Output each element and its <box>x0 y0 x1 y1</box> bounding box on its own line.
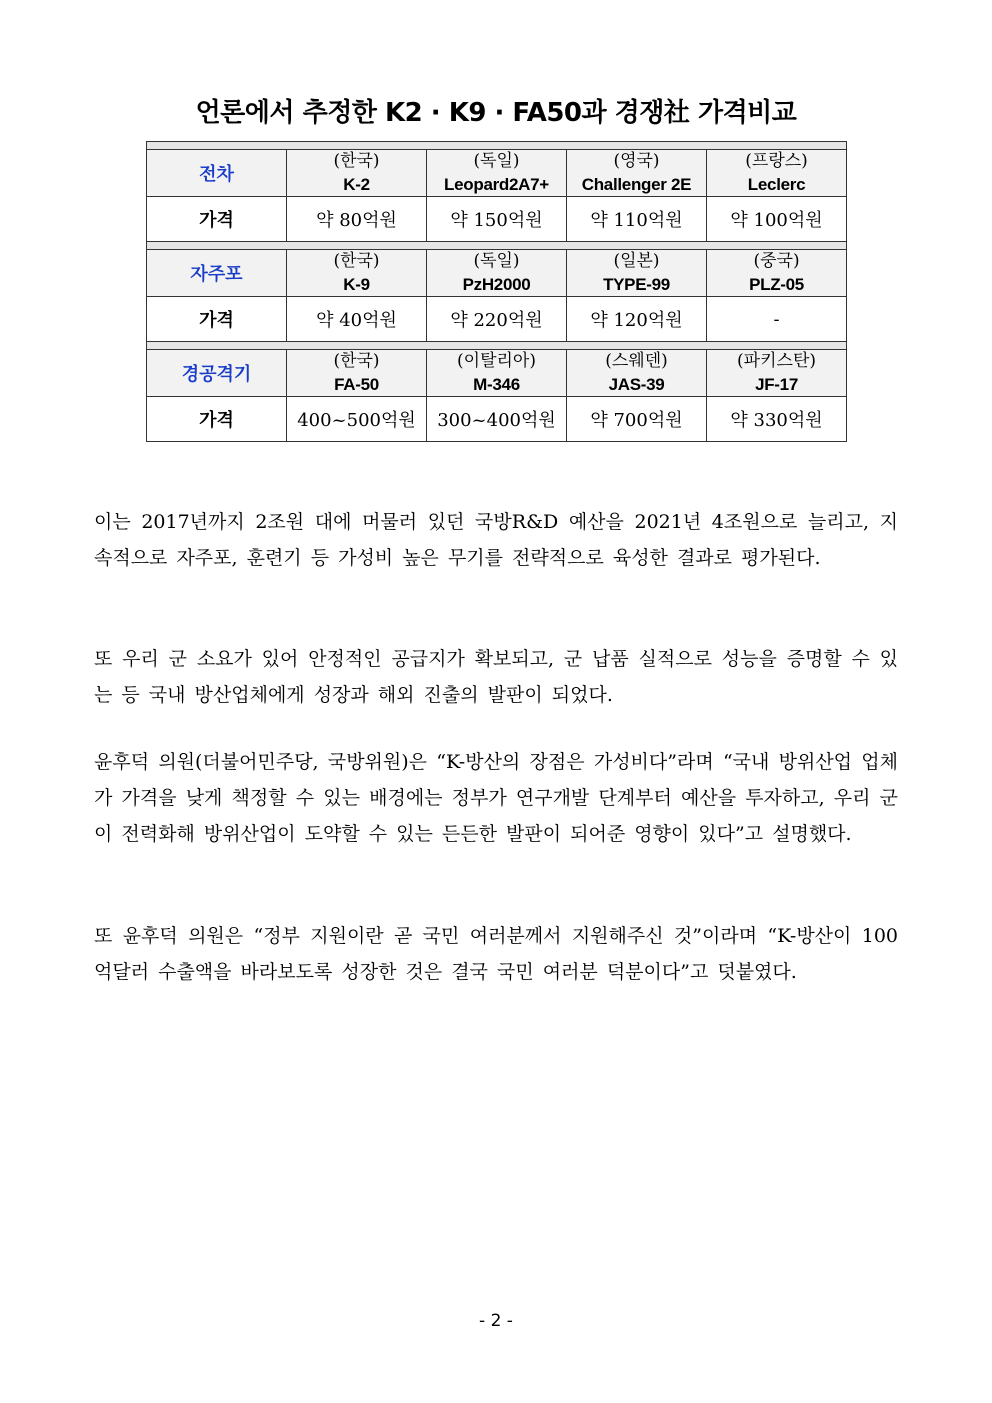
country-label: (일본) <box>613 251 660 271</box>
country-label: (파키스탄) <box>737 351 816 371</box>
country-label: (프랑스) <box>745 151 808 171</box>
price-cell: 약 110억원 <box>567 197 707 242</box>
price-cell: 약 220억원 <box>427 297 567 342</box>
country-label: (한국) <box>333 251 380 271</box>
country-label: (이탈리아) <box>457 351 536 371</box>
model-label: JAS-39 <box>608 375 665 394</box>
price-label: 가격 <box>147 397 287 442</box>
model-label: TYPE-99 <box>603 275 670 294</box>
model-header-row <box>147 150 847 197</box>
model-cell <box>567 250 707 297</box>
price-cell: 약 80억원 <box>287 197 427 242</box>
model-label: K-9 <box>343 275 370 294</box>
model-cell <box>567 150 707 197</box>
group-separator <box>147 242 847 250</box>
price-cell: 약 700억원 <box>567 397 707 442</box>
model-label: Leopard2A7+ <box>444 175 549 194</box>
price-cell: - <box>707 297 847 342</box>
model-cell <box>707 150 847 197</box>
country-label: (한국) <box>333 351 380 371</box>
model-label: M-346 <box>473 375 520 394</box>
category-cell: 경공격기 <box>147 350 287 397</box>
model-label: PzH2000 <box>462 275 531 294</box>
model-header-row <box>147 350 847 397</box>
model-cell <box>427 150 567 197</box>
model-cell <box>287 250 427 297</box>
country-label: (스웨덴) <box>605 351 668 371</box>
model-label: Challenger 2E <box>581 175 692 194</box>
model-header-row <box>147 250 847 297</box>
page-number: - 2 - <box>479 1311 513 1331</box>
price-label: 가격 <box>147 297 287 342</box>
country-label: (중국) <box>753 251 800 271</box>
model-cell <box>427 250 567 297</box>
body-paragraph: 윤후덕 의원(더불어민주당, 국방위원)은 “K-방산의 장점은 가성비다”라며 “국내 방위산업 업체가 가격을 낮게 책정할 수 있는 배경에는 정부가 연구개발 단계부터 예산을 투자하고, 우리 군이 전력화해 방위산업이 도약할 수 있는 든든한 발판이 되어준 영향이 있다”고 설명했다. <box>94 751 898 845</box>
price-cell: 약 120억원 <box>567 297 707 342</box>
document-title: 언론에서 추정한 K2 · K9 · FA50과 경쟁社 가격비교 <box>195 98 797 128</box>
group-separator <box>147 342 847 350</box>
group-separator <box>147 142 847 150</box>
model-cell <box>287 350 427 397</box>
price-cell: 400~500억원 <box>287 397 427 442</box>
model-label: PLZ-05 <box>749 275 804 294</box>
model-cell <box>707 350 847 397</box>
model-label: Leclerc <box>747 175 806 194</box>
country-label: (영국) <box>613 151 660 171</box>
model-cell <box>427 350 567 397</box>
category-cell: 전차 <box>147 150 287 197</box>
price-cell: 약 150억원 <box>427 197 567 242</box>
price-row <box>147 197 847 242</box>
price-comparison-table <box>146 141 847 442</box>
price-cell: 300~400억원 <box>427 397 567 442</box>
model-label: K-2 <box>343 175 370 194</box>
model-label: JF-17 <box>755 375 798 394</box>
price-cell: 약 100억원 <box>707 197 847 242</box>
country-label: (한국) <box>333 151 380 171</box>
country-label: (독일) <box>473 251 520 271</box>
price-cell: 약 40억원 <box>287 297 427 342</box>
category-cell: 자주포 <box>147 250 287 297</box>
model-label: FA-50 <box>334 375 379 394</box>
model-cell <box>567 350 707 397</box>
body-paragraph: 또 우리 군 소요가 있어 안정적인 공급지가 확보되고, 군 납품 실적으로 성능을 증명할 수 있는 등 국내 방산업체에게 성장과 해외 진출의 발판이 되었다. <box>94 648 898 706</box>
model-cell <box>287 150 427 197</box>
price-label: 가격 <box>147 197 287 242</box>
country-label: (독일) <box>473 151 520 171</box>
body-paragraph: 이는 2017년까지 2조원 대에 머물러 있던 국방R&D 예산을 2021년 4조원으로 늘리고, 지속적으로 자주포, 훈련기 등 가성비 높은 무기를 전략적으로 육성한 결과로 평가된다. <box>94 511 898 569</box>
price-row <box>147 397 847 442</box>
price-row <box>147 297 847 342</box>
model-cell <box>707 250 847 297</box>
price-cell: 약 330억원 <box>707 397 847 442</box>
body-paragraph: 또 윤후덕 의원은 “정부 지원이란 곧 국민 여러분께서 지원해주신 것”이라며 “K-방산이 100억달러 수출액을 바라보도록 성장한 것은 결국 국민 여러분 덕분이다”고 덧붙였다. <box>94 925 898 983</box>
